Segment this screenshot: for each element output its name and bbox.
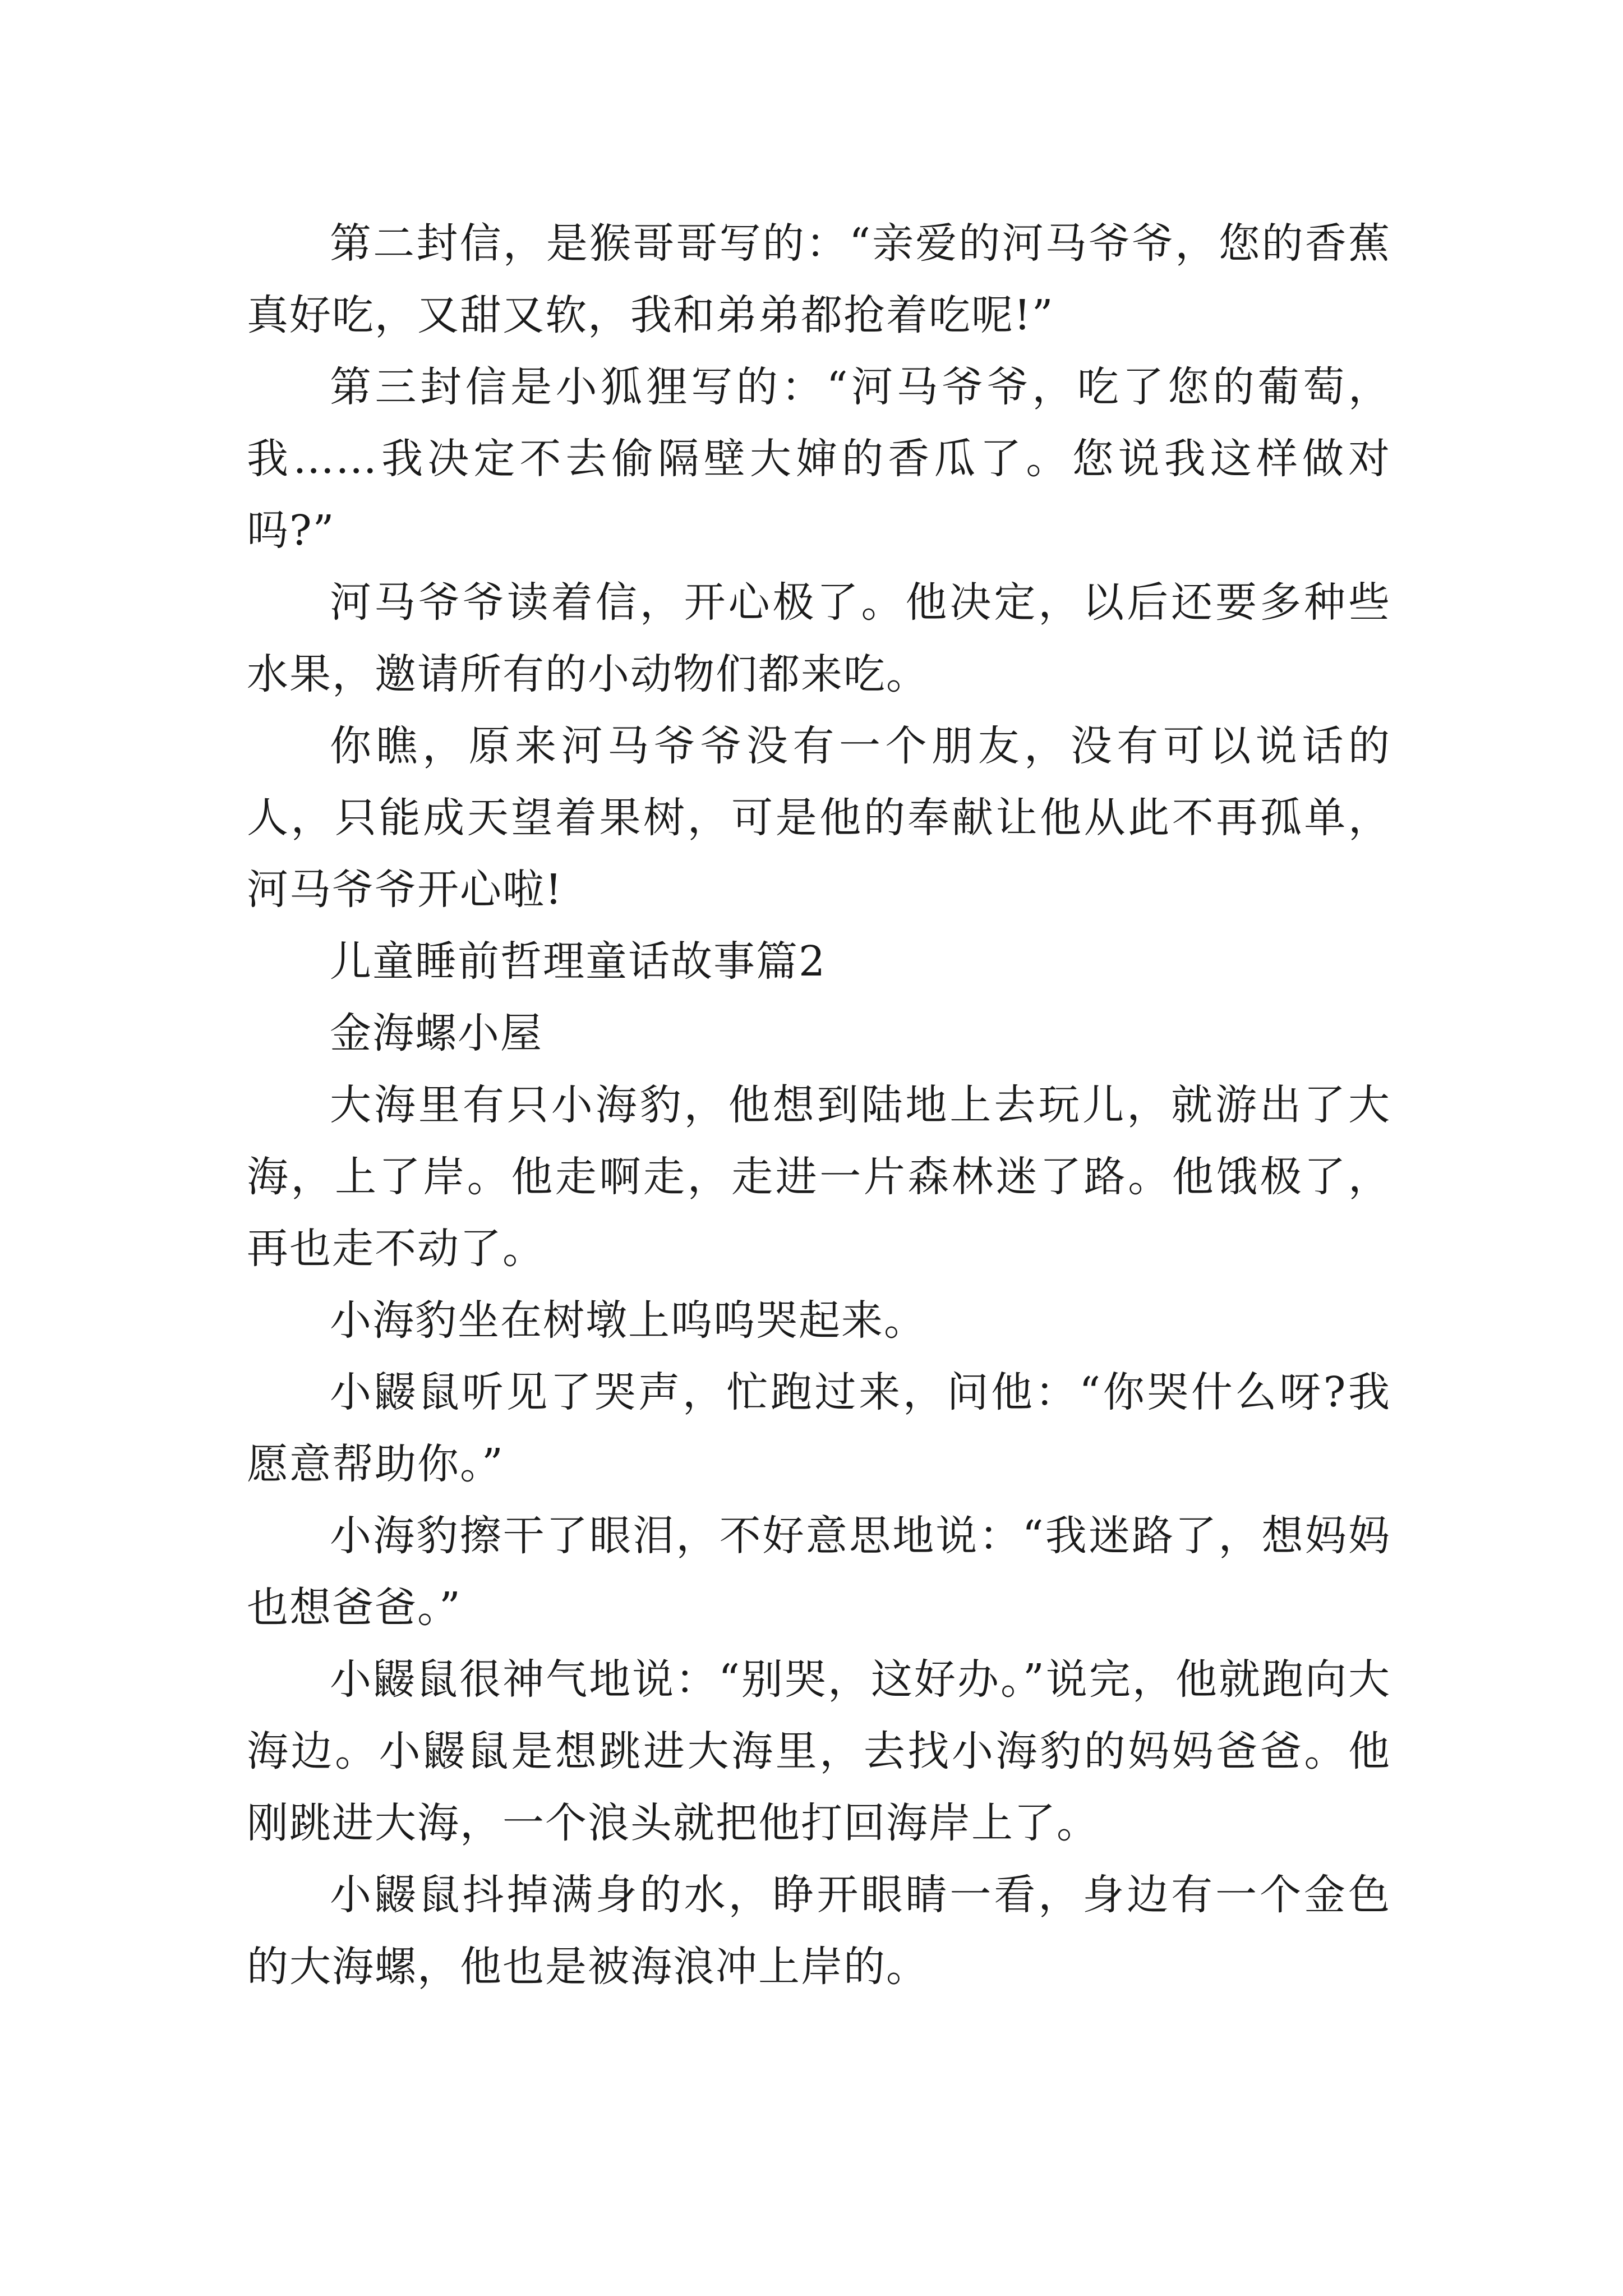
paragraph: 小鼹鼠听见了哭声，忙跑过来，问他：“你哭什么呀?我愿意帮助你。” — [247, 1368, 1391, 1488]
paragraph: 小海豹擦干了眼泪，不好意思地说：“我迷路了，想妈妈也想爸爸。” — [247, 1512, 1391, 1632]
section-heading: 儿童睡前哲理童话故事篇2 — [330, 937, 827, 986]
paragraph: 小鼹鼠抖掉满身的水，睁开眼睛一看，身边有一个金色的大海螺，他也是被海浪冲上岸的。 — [247, 1871, 1391, 1991]
paragraph: 大海里有只小海豹，他想到陆地上去玩儿，就游出了大海，上了岸。他走啊走，走进一片森林迷了路。他饿极了，再也走不动了。 — [247, 1081, 1391, 1273]
paragraph: 小海豹坐在树墩上呜呜哭起来。 — [330, 1296, 926, 1345]
paragraph: 第三封信是小狐狸写的：“河马爷爷，吃了您的葡萄，我……我决定不去偷隔壁大婶的香瓜了。您说我这样做对吗?” — [247, 363, 1391, 555]
paragraph: 你瞧，原来河马爷爷没有一个朋友，没有可以说话的人，只能成天望着果树，可是他的奉献让他从此不再孤单，河马爷爷开心啦! — [247, 722, 1391, 914]
paragraph: 小鼹鼠很神气地说：“别哭，这好办。”说完，他就跑向大海边。小鼹鼠是想跳进大海里，去找小海豹的妈妈爸爸。他刚跳进大海，一个浪头就把他打回海岸上了。 — [247, 1655, 1391, 1847]
body-text — [247, 208, 1391, 2003]
story-title: 金海螺小屋 — [330, 1009, 543, 1057]
paragraph: 第二封信，是猴哥哥写的：“亲爱的河马爷爷，您的香蕉真好吃，又甜又软，我和弟弟都抢着吃呢!” — [247, 219, 1391, 339]
paragraph: 河马爷爷读着信，开心极了。他决定，以后还要多种些水果，邀请所有的小动物们都来吃。 — [247, 578, 1391, 698]
